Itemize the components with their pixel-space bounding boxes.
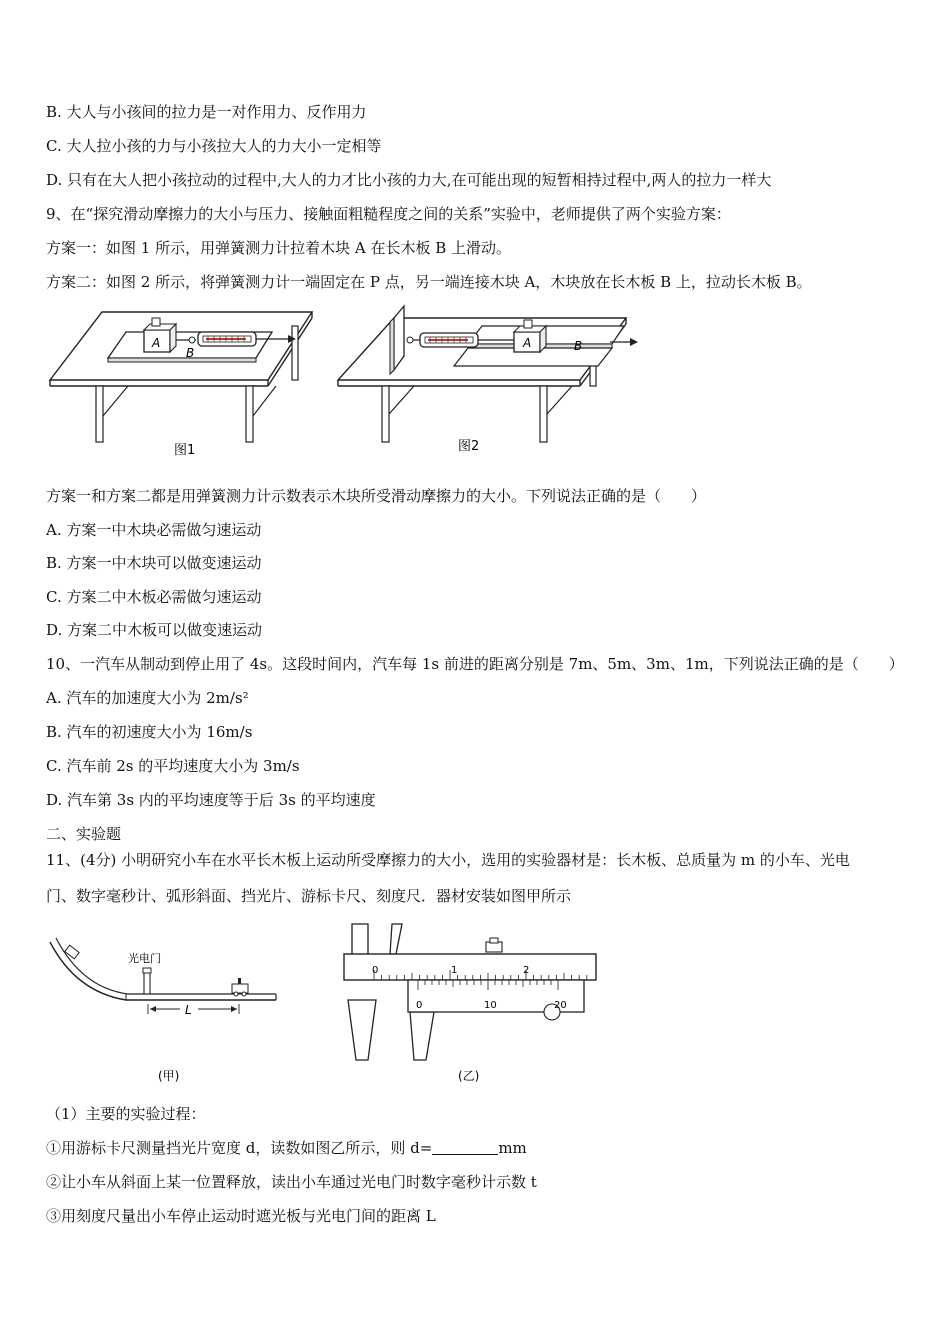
q11-step-1-text: ①用游标卡尺测量挡光片宽度 d，读数如图乙所示，则 d= xyxy=(46,1139,433,1157)
fig2-label-b: B xyxy=(574,339,583,353)
q10-option-d: D. 汽车第 3s 内的平均速度等于后 3s 的平均速度 xyxy=(46,791,376,809)
figure-yi-vernier-caliper xyxy=(334,920,604,1092)
fig2-label-a: A xyxy=(523,336,532,350)
vernier-tick-20: 20 xyxy=(554,1000,567,1011)
q9-option-a: A. 方案一中木块必需做匀速运动 xyxy=(46,521,262,539)
q8-option-b: B. 大人与小孩间的拉力是一对作用力、反作用力 xyxy=(46,103,367,121)
q11-stem-line1: 11、(4分) 小明研究小车在水平长木板上运动所受摩擦力的大小，选用的实验器材是：长木板、总质量为 m 的小车、光电 xyxy=(46,851,850,869)
q8-option-d: D. 只有在大人把小孩拉动的过程中,大人的力才比小孩的力大,在可能出现的短暂相持过程中,两人的拉力一样大 xyxy=(46,171,772,189)
q10-stem: 10、一汽车从制动到停止用了 4s。这段时间内，汽车每 1s 前进的距离分别是 7m、5m、3m、1m，下列说法正确的是（ ） xyxy=(46,655,904,673)
photogate-label: 光电门 xyxy=(128,952,161,965)
q9-option-b: B. 方案一中木块可以做变速运动 xyxy=(46,554,262,572)
main-tick-2: 2 xyxy=(523,965,530,976)
q11-step-2: ②让小车从斜面上某一位置释放，读出小车通过光电门时数字毫秒计示数 t xyxy=(46,1173,537,1191)
fig-yi-caption: (乙) xyxy=(458,1069,480,1083)
fig2-caption: 图2 xyxy=(458,439,480,454)
q11-step-1-unit: mm xyxy=(498,1139,527,1157)
q9-option-d: D. 方案二中木板可以做变速运动 xyxy=(46,621,263,639)
q8-option-c: C. 大人拉小孩的力与小孩拉大人的力大小一定相等 xyxy=(46,137,382,155)
q9-plan1: 方案一：如图 1 所示，用弹簧测力计拉着木块 A 在长木板 B 上滑动。 xyxy=(46,239,512,257)
q9-question: 方案一和方案二都是用弹簧测力计示数表示木块所受滑动摩擦力的大小。下列说法正确的是（ ） xyxy=(46,487,707,505)
figure-jia-track xyxy=(46,932,296,1092)
q11-step-1 xyxy=(46,1138,527,1158)
answer-blank[interactable] xyxy=(432,1140,498,1155)
q10-option-b: B. 汽车的初速度大小为 16m/s xyxy=(46,723,253,741)
fig1-label-b: B xyxy=(186,346,195,360)
vernier-tick-0: 0 xyxy=(416,1000,423,1011)
q10-option-c: C. 汽车前 2s 的平均速度大小为 3m/s xyxy=(46,757,300,775)
main-tick-1: 1 xyxy=(451,965,458,976)
vernier-tick-10: 10 xyxy=(484,1000,497,1011)
section-title: 二、实验题 xyxy=(46,825,122,843)
q9-stem: 9、在“探究滑动摩擦力的大小与压力、接触面粗糙程度之间的关系”实验中，老师提供了两个实验方案： xyxy=(46,205,731,223)
figure-1-table-experiment xyxy=(46,304,316,464)
q11-step-3: ③用刻度尺量出小车停止运动时遮光板与光电门间的距离 L xyxy=(46,1207,436,1225)
main-tick-0: 0 xyxy=(372,965,379,976)
q9-option-c: C. 方案二中木板必需做匀速运动 xyxy=(46,588,262,606)
q11-process-title: （1）主要的实验过程： xyxy=(46,1105,206,1123)
fig-jia-caption: (甲) xyxy=(158,1069,180,1083)
distance-L-label: L xyxy=(185,1003,192,1017)
q9-plan2: 方案二：如图 2 所示，将弹簧测力计一端固定在 P 点，另一端连接木块 A，木块放在长木板 B 上，拉动长木板 B。 xyxy=(46,273,812,291)
figure-2-table-experiment xyxy=(334,300,644,464)
fig1-label-a: A xyxy=(152,336,161,350)
q10-option-a: A. 汽车的加速度大小为 2m/s² xyxy=(46,689,249,707)
q11-stem-line2: 门、数字毫秒计、弧形斜面、挡光片、游标卡尺、刻度尺．器材安装如图甲所示 xyxy=(46,887,572,905)
fig1-caption: 图1 xyxy=(174,443,196,458)
